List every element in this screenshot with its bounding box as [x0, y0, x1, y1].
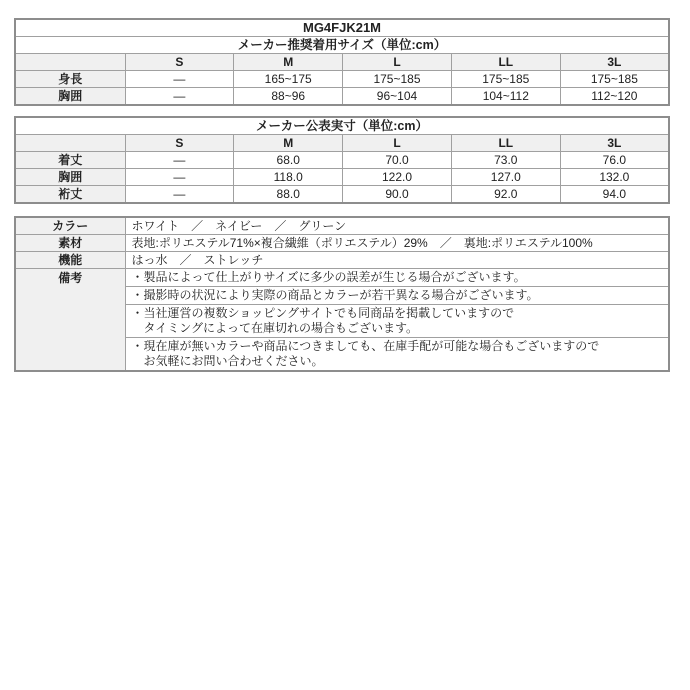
col-header-l: L: [343, 135, 452, 152]
note-line: ・製品によって仕上がりサイズに多少の誤差が生じる場合がございます。: [131, 270, 526, 284]
size-cell: 88.0: [234, 186, 343, 204]
table-row: [15, 169, 669, 186]
size-cell: 68.0: [234, 152, 343, 169]
col-header-s: S: [125, 135, 234, 152]
size-cell: 94.0: [560, 186, 669, 204]
note-line: タイミングによって在庫切れの場合もございます。: [143, 321, 419, 335]
actual-size-heading: メーカー公表実寸（単位:cm）: [15, 117, 669, 135]
col-header-l: L: [343, 54, 452, 71]
corner-cell: [15, 54, 125, 71]
recommended-size-table: [14, 18, 670, 106]
note-item: [125, 287, 669, 305]
corner-cell: [15, 135, 125, 152]
size-cell: —: [125, 152, 234, 169]
row-label-material: 素材: [15, 235, 125, 252]
note-item: [125, 338, 669, 372]
col-header-m: M: [234, 54, 343, 71]
product-code: MG4FJK21M: [15, 19, 669, 37]
table-row: [15, 235, 669, 252]
size-cell: —: [125, 186, 234, 204]
size-cell: 112~120: [560, 88, 669, 106]
table-row: [15, 88, 669, 106]
note-line: ・現在庫が無いカラーや商品につきましても、在庫手配が可能な場合もございますので: [131, 339, 600, 353]
table-row: [15, 135, 669, 152]
size-cell: 127.0: [451, 169, 560, 186]
table-row: [15, 186, 669, 204]
table-row: [15, 71, 669, 88]
recommended-size-heading: メーカー推奨着用サイズ（単位:cm）: [15, 37, 669, 54]
table-row: [15, 217, 669, 235]
col-header-3l: 3L: [560, 135, 669, 152]
size-cell: —: [125, 71, 234, 88]
size-cell: —: [125, 169, 234, 186]
size-cell: 175~185: [343, 71, 452, 88]
note-line: ・撮影時の状況により実際の商品とカラーが若干異なる場合がございます。: [131, 288, 539, 302]
row-label-function: 機能: [15, 252, 125, 269]
table-row: [15, 152, 669, 169]
size-cell: 165~175: [234, 71, 343, 88]
row-label-chest: 胸囲: [15, 169, 125, 186]
size-cell: 175~185: [560, 71, 669, 88]
function-value: はっ水 ／ ストレッチ: [125, 252, 669, 269]
note-line: ・当社運営の複数ショッピングサイトでも同商品を掲載していますので: [131, 306, 515, 320]
col-header-s: S: [125, 54, 234, 71]
size-cell: 90.0: [343, 186, 452, 204]
col-header-ll: LL: [451, 54, 560, 71]
size-cell: 70.0: [343, 152, 452, 169]
note-item: [125, 269, 669, 287]
size-cell: 132.0: [560, 169, 669, 186]
size-cell: 175~185: [451, 71, 560, 88]
spec-table: [14, 216, 670, 372]
row-label-color: カラー: [15, 217, 125, 235]
col-header-m: M: [234, 135, 343, 152]
color-value: ホワイト ／ ネイビー ／ グリーン: [125, 217, 669, 235]
size-cell: 122.0: [343, 169, 452, 186]
table-row: [15, 19, 669, 37]
table-row: [15, 37, 669, 54]
table-row: [15, 117, 669, 135]
row-label-notes: 備考: [15, 269, 125, 372]
size-cell: 104~112: [451, 88, 560, 106]
table-row: [15, 54, 669, 71]
table-row: [15, 252, 669, 269]
row-label-chest: 胸囲: [15, 88, 125, 106]
note-item: [125, 305, 669, 338]
col-header-3l: 3L: [560, 54, 669, 71]
material-value: 表地:ポリエステル71%×複合繊維（ポリエステル）29% ／ 裏地:ポリエステル100%: [125, 235, 669, 252]
size-cell: 73.0: [451, 152, 560, 169]
row-label-body-length: 着丈: [15, 152, 125, 169]
size-cell: 76.0: [560, 152, 669, 169]
size-cell: —: [125, 88, 234, 106]
actual-size-table: [14, 116, 670, 204]
note-line: お気軽にお問い合わせください。: [143, 354, 324, 368]
row-label-sleeve-length: 裄丈: [15, 186, 125, 204]
size-cell: 96~104: [343, 88, 452, 106]
col-header-ll: LL: [451, 135, 560, 152]
size-cell: 88~96: [234, 88, 343, 106]
size-cell: 118.0: [234, 169, 343, 186]
table-row: [15, 269, 669, 287]
row-label-height: 身長: [15, 71, 125, 88]
size-cell: 92.0: [451, 186, 560, 204]
